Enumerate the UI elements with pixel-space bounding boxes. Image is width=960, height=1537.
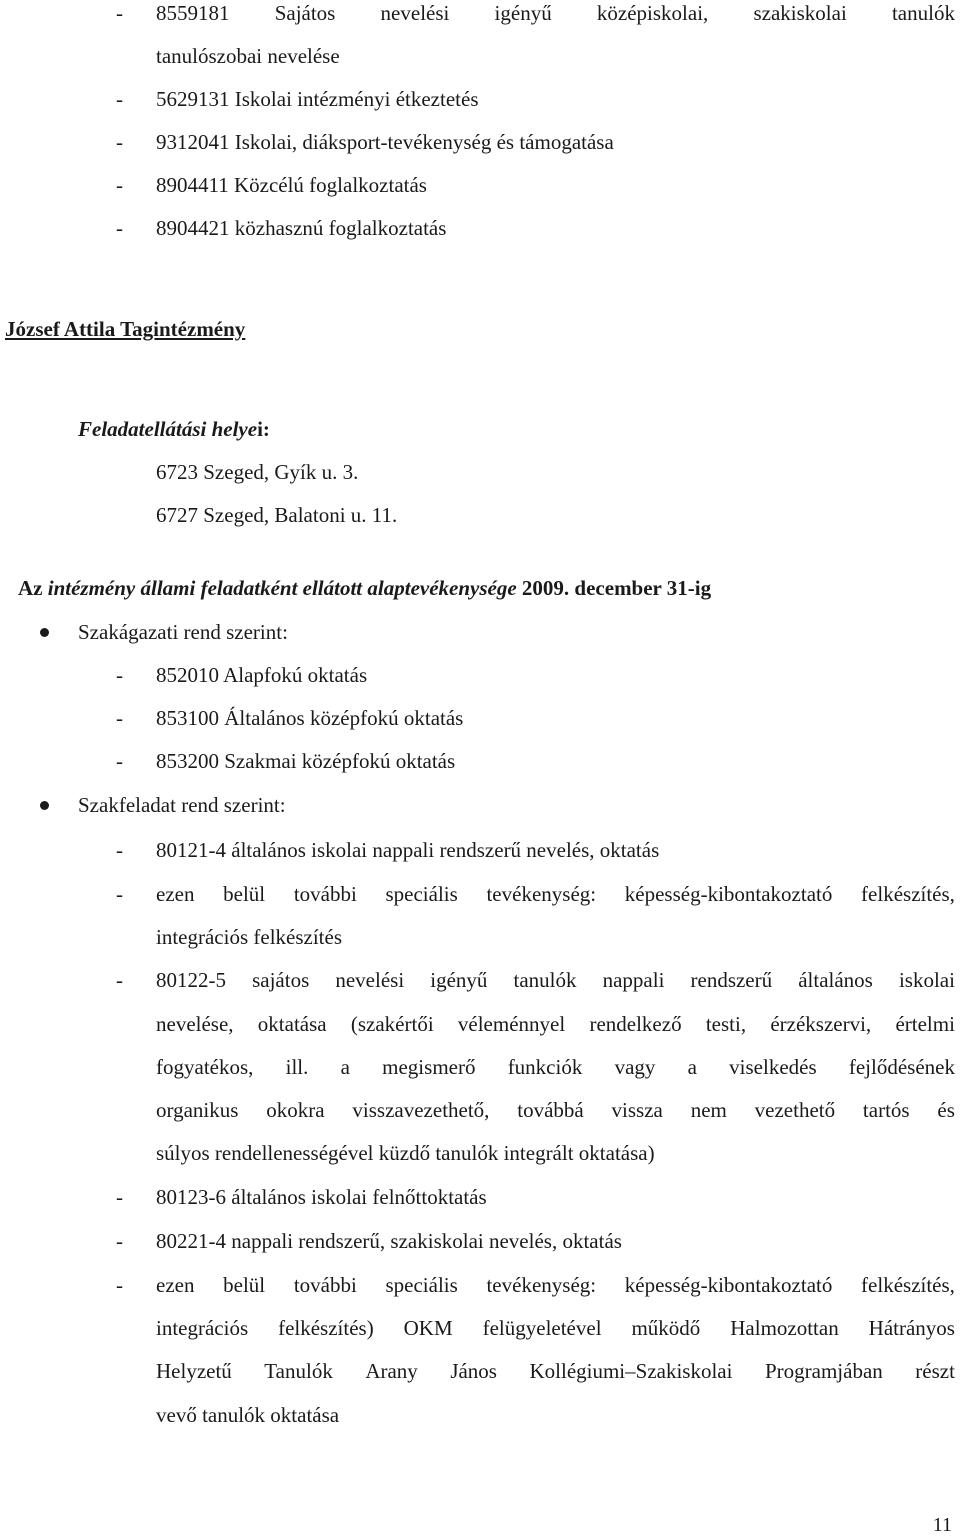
word: további — [293, 1273, 357, 1297]
word: felügyeletével — [482, 1316, 602, 1340]
word: visszavezethető, — [352, 1098, 490, 1122]
locations-label-italic: Feladatellátási helye — [78, 417, 258, 441]
task-item-special2-line1 — [156, 1272, 955, 1298]
word: megismerő — [382, 1055, 476, 1079]
word: igényű — [494, 1, 552, 25]
task-list-title: Szakfeladat rend szerint: — [78, 793, 286, 817]
word: Programjában — [764, 1359, 883, 1383]
word: felkészítés, — [861, 1273, 955, 1297]
word: Arany — [365, 1359, 418, 1383]
list-dash: - — [116, 1185, 123, 1209]
word: Helyzetű — [156, 1359, 232, 1383]
activity-heading-prefix: Az — [18, 576, 43, 600]
task-item-80123: 80123-6 általános iskolai felnőttoktatás — [156, 1185, 487, 1209]
list-dash: - — [116, 968, 123, 992]
word: ill. — [285, 1055, 309, 1079]
section-heading: József Attila Tagintézmény — [5, 317, 246, 341]
word: János — [450, 1359, 497, 1383]
word: Halmozottan — [730, 1316, 839, 1340]
word: Tanulók — [264, 1359, 333, 1383]
list-dash: - — [116, 173, 123, 197]
list-dash: - — [116, 130, 123, 154]
list-dash: - — [116, 1229, 123, 1253]
task-item-special2-line2 — [156, 1315, 955, 1341]
sector-list-title: Szakágazati rend szerint: — [78, 620, 288, 644]
word: szakiskolai — [753, 1, 847, 25]
word: testi, — [705, 1012, 747, 1036]
list-item-5629131: 5629131 Iskolai intézményi étkeztetés — [156, 87, 479, 111]
list-dash: - — [116, 706, 123, 730]
task-item-special-line1 — [156, 881, 955, 907]
address-gyik: 6723 Szeged, Gyík u. 3. — [156, 460, 359, 484]
word: továbbá — [517, 1098, 584, 1122]
sector-item: 853200 Szakmai középfokú oktatás — [156, 749, 456, 773]
word: nevelése, — [156, 1012, 234, 1036]
word: okokra — [266, 1098, 325, 1122]
word: vagy — [614, 1055, 656, 1079]
task-item-special2-line3 — [156, 1358, 955, 1384]
word: 80122-5 — [156, 968, 226, 992]
word: iskolai — [898, 968, 955, 992]
word: középiskolai, — [596, 1, 709, 25]
activity-heading-suffix: 2009. december 31-ig — [521, 576, 712, 600]
word: képesség-kibontakoztató — [624, 882, 833, 906]
word: nevelési — [335, 968, 405, 992]
task-item-80122-line2 — [156, 1011, 955, 1037]
list-dash: - — [116, 87, 123, 111]
word: nappali — [602, 968, 665, 992]
word: érzékszervi, — [770, 1012, 872, 1036]
word: vissza — [611, 1098, 663, 1122]
word: véleménnyel — [457, 1012, 566, 1036]
word: vezethető — [754, 1098, 836, 1122]
word: ezen — [156, 1273, 195, 1297]
word: felkészítés, — [861, 882, 955, 906]
list-dash: - — [116, 838, 123, 862]
list-item-8559181-line2: tanulószobai nevelése — [156, 44, 340, 68]
task-item-80221: 80221-4 nappali rendszerű, szakiskolai nevelés, oktatás — [156, 1229, 622, 1253]
word: fogyatékos, — [156, 1055, 254, 1079]
list-dash: - — [116, 216, 123, 240]
sector-item: 852010 Alapfokú oktatás — [156, 663, 368, 687]
word: tartós — [862, 1098, 910, 1122]
locations-label-suffix: i: — [257, 417, 270, 441]
word: részt — [915, 1359, 955, 1383]
word: működő — [631, 1316, 701, 1340]
word: nevelési — [380, 1, 450, 25]
word: (szakértői — [350, 1012, 434, 1036]
task-item-special2-line4: vevő tanulók oktatása — [156, 1403, 340, 1427]
list-item-8904411: 8904411 Közcélú foglalkoztatás — [156, 173, 427, 197]
word: Hátrányos — [868, 1316, 955, 1340]
word: felkészítés) — [278, 1316, 374, 1340]
word: rendszerű — [690, 968, 773, 992]
word: speciális — [385, 1273, 458, 1297]
word: tevékenység: — [486, 1273, 597, 1297]
word: a — [340, 1055, 350, 1079]
word: belül — [223, 882, 266, 906]
task-item-80121: 80121-4 általános iskolai nappali rendszerű nevelés, oktatás — [156, 838, 660, 862]
list-dash: - — [116, 882, 123, 906]
word: belül — [223, 1273, 266, 1297]
word: Sajátos — [274, 1, 336, 25]
word: speciális — [385, 882, 458, 906]
word: viselkedés — [729, 1055, 817, 1079]
word: oktatása — [257, 1012, 327, 1036]
page-number: 11 — [932, 1514, 952, 1536]
word: fejlődésének — [848, 1055, 955, 1079]
word: nem — [690, 1098, 727, 1122]
word: rendelkező — [589, 1012, 682, 1036]
word: további — [293, 882, 357, 906]
list-dash: - — [116, 663, 123, 687]
word: integrációs — [156, 1316, 249, 1340]
word: tanulók — [513, 968, 577, 992]
list-dash: - — [116, 1, 123, 25]
word: tanulók — [891, 1, 955, 25]
word: értelmi — [895, 1012, 955, 1036]
task-item-80122-line3 — [156, 1054, 955, 1080]
word: tevékenység: — [486, 882, 597, 906]
list-item-8904421: 8904421 közhasznú foglalkoztatás — [156, 216, 447, 240]
word: igényű — [430, 968, 488, 992]
word: organikus — [156, 1098, 239, 1122]
word: funkciók — [507, 1055, 583, 1079]
word: sajátos — [252, 968, 310, 992]
task-item-special-line2: integrációs felkészítés — [156, 925, 343, 949]
word: OKM — [403, 1316, 453, 1340]
word: és — [937, 1098, 955, 1122]
activity-heading-italic: intézmény állami feladatként ellátott alaptevékenysége — [47, 576, 517, 600]
activity-heading — [18, 575, 711, 601]
task-item-80122-line4 — [156, 1097, 955, 1123]
word: ezen — [156, 882, 195, 906]
word: általános — [798, 968, 873, 992]
task-item-80122-line5: súlyos rendellenességével küzdő tanulók integrált oktatása) — [156, 1141, 655, 1165]
bullet-icon — [40, 801, 49, 810]
list-item-8559181-line1 — [156, 0, 955, 26]
list-item-9312041: 9312041 Iskolai, diáksport-tevékenység és támogatása — [156, 130, 614, 154]
word: Kollégiumi–Szakiskolai — [529, 1359, 733, 1383]
word: 8559181 — [156, 1, 230, 25]
address-balatoni: 6727 Szeged, Balatoni u. 11. — [156, 503, 398, 527]
word: a — [687, 1055, 697, 1079]
word: képesség-kibontakoztató — [624, 1273, 833, 1297]
bullet-icon — [40, 628, 49, 637]
task-item-80122-line1 — [156, 967, 955, 993]
sector-item: 853100 Általános középfokú oktatás — [156, 706, 464, 730]
locations-label — [78, 416, 270, 442]
list-dash: - — [116, 749, 123, 773]
list-dash: - — [116, 1273, 123, 1297]
